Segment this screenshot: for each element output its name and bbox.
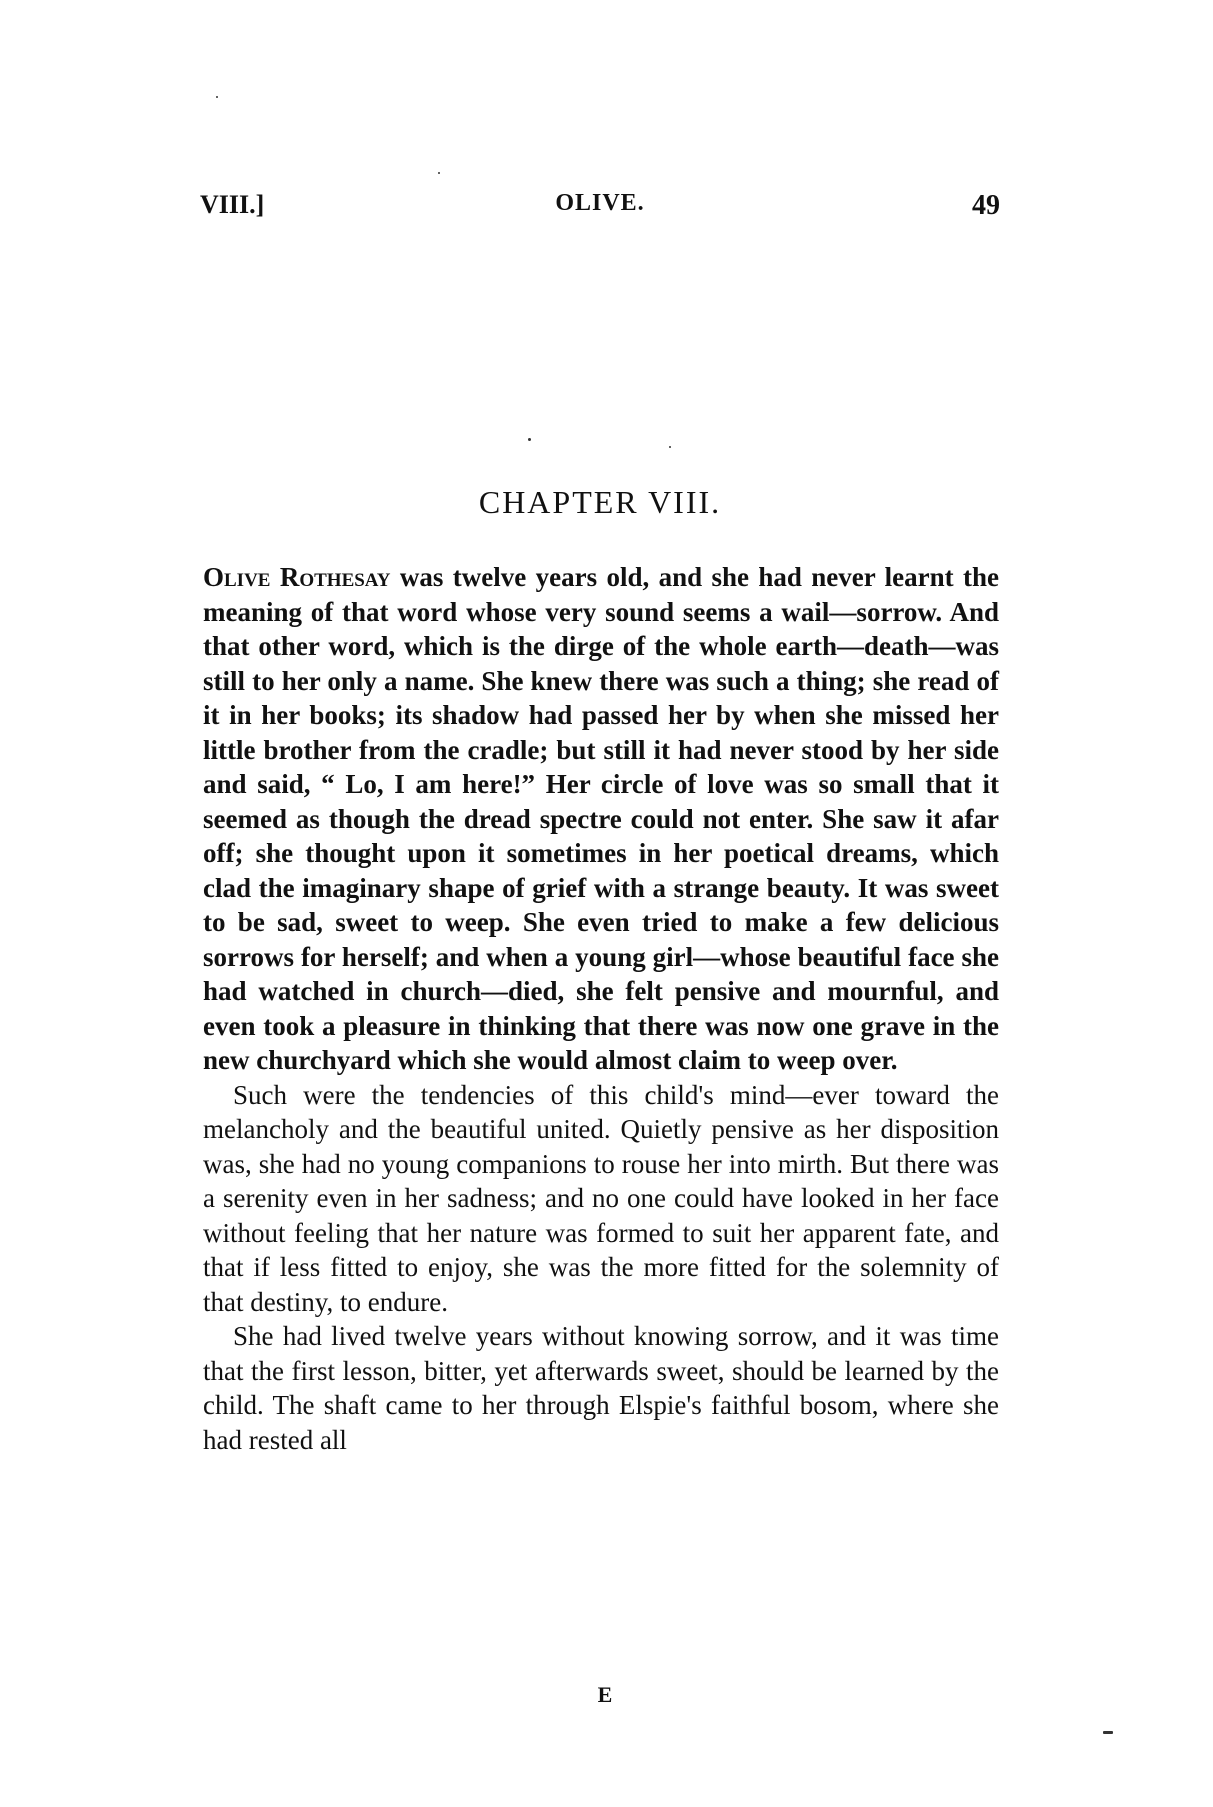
running-head: [200, 190, 1000, 230]
print-speck: [438, 172, 440, 174]
paragraph-text: was twelve years old, and she had never learnt the meaning of that word whose very sound seems a wail—sorrow. And that other word, which is the dirge of the whole earth—death—was still to her only a name. She knew there was such a thing; she read of it in her books; its shadow had passed her by when she missed her little brother from the cradle; but still it had never stood by her side and said, “ Lo, I am here!” Her circle of love was so small that it seemed as though the dread spectre could not enter. She saw it afar off; she thought upon it sometimes in her poetical dreams, which clad the imaginary shape of grief with a strange beauty. It was sweet to be sad, sweet to weep. She even tried to make a few delicious sorrows for herself; and when a young girl—whose beautiful face she had watched in church—died, she felt pensive and mournful, and even took a pleasure in thinking that there was now one grave in the new churchyard which she would almost claim to weep over.: [203, 562, 999, 1075]
page-number: 49: [972, 190, 1000, 221]
signature-mark: E: [597, 1682, 613, 1707]
running-head-title: OLIVE.: [555, 190, 645, 216]
print-speck: [1103, 1731, 1113, 1734]
chapter-title: CHAPTER VIII.: [478, 484, 722, 520]
running-head-chapter-number: VIII.]: [200, 190, 265, 219]
paragraph: [203, 560, 999, 1078]
print-speck: [216, 96, 218, 98]
body-text: [203, 560, 999, 1457]
paragraph-lead: Olive Rothesay: [203, 562, 391, 592]
print-speck: [669, 446, 671, 448]
print-speck: [528, 438, 531, 441]
paragraph: Such were the tendencies of this child's mind—ever toward the melancholy and the beautiful united. Quietly pensive as her disposition was, she had no young companions to rouse her into mirth. But there was a serenity even in her sadness; and no one could have looked in her face without feeling that her nature was formed to suit her apparent fate, and that if less fitted to enjoy, she was the more fitted for the solemnity of that destiny, to endure.: [203, 1079, 999, 1317]
paragraph: She had lived twelve years without knowing sorrow, and it was time that the first lesson, bitter, yet afterwards sweet, should be learned by the child. The shaft came to her through Elspie's faithful bosom, where she had rested all: [203, 1321, 999, 1455]
